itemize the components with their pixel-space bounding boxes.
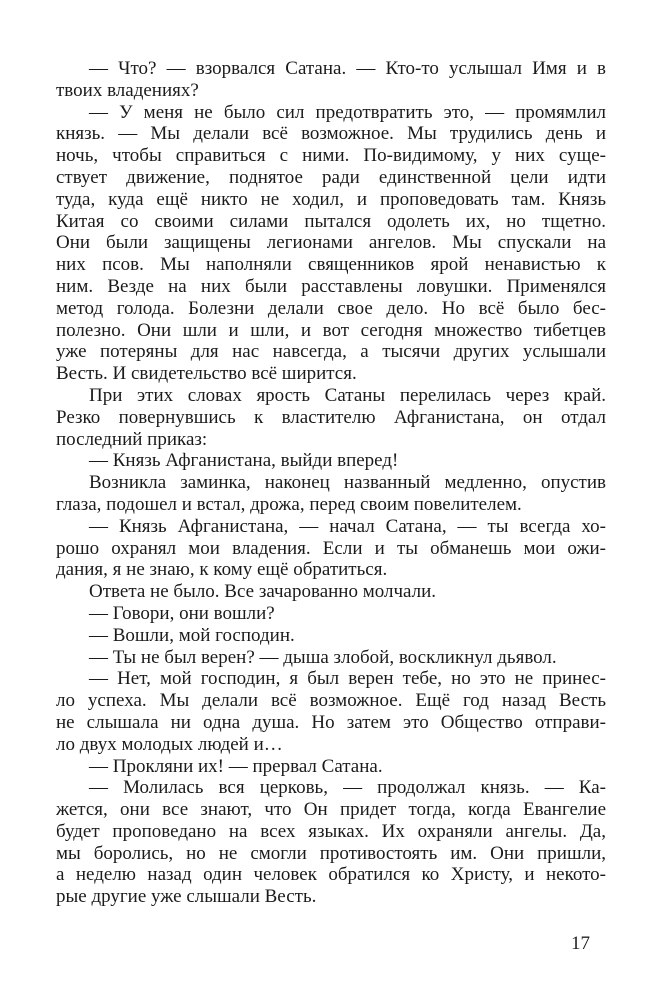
text-line: дания, я не знаю, к кому ещё обратиться. [56,559,388,581]
text-line: полезно. Они шли и шли, и вот сегодня множество тибетцев [56,319,606,341]
text-line: ло двух молодых людей и… [56,733,283,755]
text-line: — Прокляни их! — прервал Сатана. [89,755,383,777]
paragraph [56,58,606,102]
paragraph [56,472,606,516]
text-line: Ответа не было. Все зачарованно молчали. [89,581,437,603]
paragraph [56,647,606,669]
text-line: ствует движение, поднятое ради единственной цели идти [56,166,606,188]
text-line: — Князь Афганистана, выйди вперед! [89,450,399,472]
text-line: Они были защищены легионами ангелов. Мы спускали на [56,232,606,254]
text-line: — Говори, они вошли? [89,602,275,624]
text-line: — Князь Афганистана, — начал Сатана, — ты всегда хо- [89,515,606,537]
text-line: Китая со своими силами пытался одолеть их, но тщетно. [56,210,606,232]
text-line: Возникла заминка, наконец названный медленно, опустив [89,472,606,494]
paragraph [56,516,606,581]
text-line: — Молилась вся церковь, — продолжал князь. — Ка- [89,777,606,799]
text-line: ло успеха. Мы делали всё возможное. Ещё год назад Весть [56,690,606,712]
text-line: — У меня не было сил предотвратить это, — промямлил [89,101,606,123]
text-line: ночь, чтобы справиться с ними. По-видимому, у них суще- [56,145,606,167]
text-line: будет проповедано на всех языках. Их охраняли ангелы. Да, [56,820,606,842]
text-line: Резко повернувшись к властителю Афганистана, он отдал [56,406,606,428]
text-line: метод голода. Болезни делали свое дело. Но всё было бес- [56,297,606,319]
text-line: них псов. Мы наполняли священников ярой ненавистью к [56,254,606,276]
page-number: 17 [571,933,590,954]
text-line: — Что? — взорвался Сатана. — Кто-то услышал Имя и в [89,58,606,79]
paragraph [56,102,606,385]
paragraph [56,603,606,625]
text-line: князь. — Мы делали всё возможное. Мы трудились день и [56,123,606,145]
text-line: последний приказ: [56,428,208,450]
text-line: рые другие уже слышали Весть. [56,886,317,908]
paragraph [56,385,606,450]
paragraph [56,625,606,647]
paragraph [56,777,606,908]
paragraph [56,450,606,472]
text-line: — Ты не был верен? — дыша злобой, воскликнул дьявол. [89,646,557,668]
text-line: уже потеряны для нас навсегда, а тысячи других услышали [56,341,606,363]
paragraph [56,756,606,778]
paragraph [56,581,606,603]
text-line: — Вошли, мой господин. [89,624,295,646]
text-line: жется, они все знают, что Он придет тогда, когда Евангелие [56,799,606,821]
text-line: ним. Везде на них были расставлены ловушки. Применялся [56,275,606,297]
text-line: мы боролись, но не смогли противостоять им. Они пришли, [56,842,606,864]
text-line: глаза, подошел и встал, дрожа, перед своим повелителем. [56,493,522,515]
text-line: не слышала ни одна душа. Но затем это Общество отправи- [56,711,606,733]
text-line: твоих владениях? [56,79,199,101]
text-line: а неделю назад один человек обратился ко Христу, и некото- [56,864,606,886]
text-line: Весть. И свидетельство всё ширится. [56,363,357,385]
text-line: рошо охранял мои владения. Если и ты обманешь мои ожи- [56,537,606,559]
text-block [56,58,606,908]
text-line: При этих словах ярость Сатаны перелилась через край. [89,384,606,406]
text-line: — Нет, мой господин, я был верен тебе, но это не принес- [89,668,606,690]
text-line: туда, куда ещё никто не ходил, и проповедовать там. Князь [56,188,606,210]
paragraph [56,668,606,755]
